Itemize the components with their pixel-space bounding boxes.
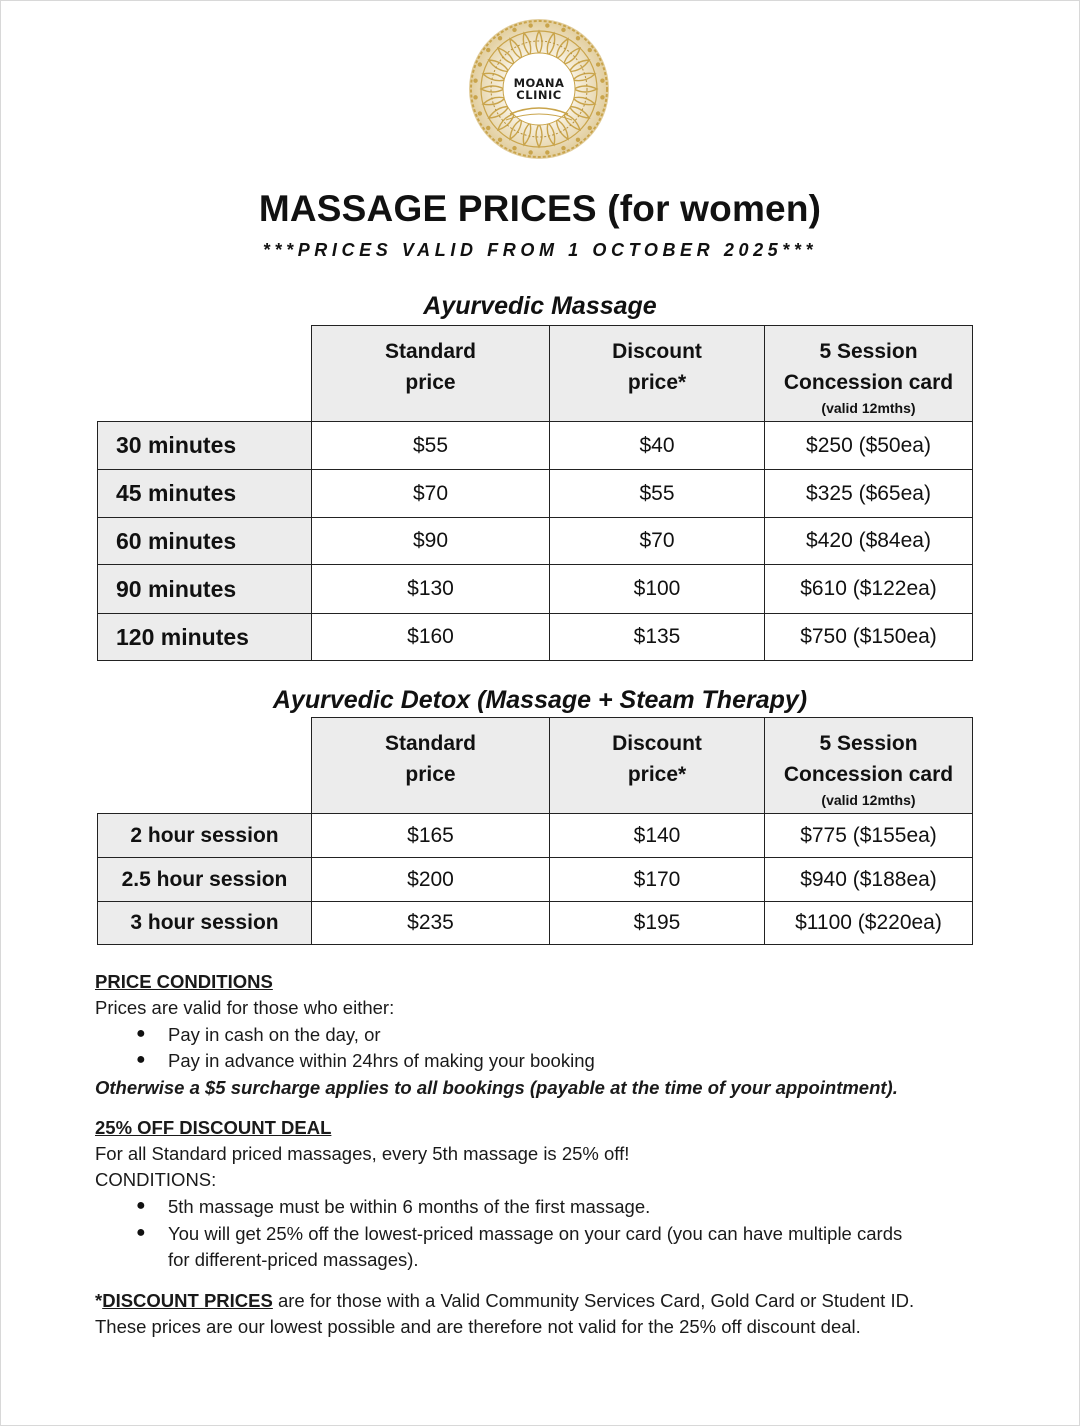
col-header-line1: Standard — [384, 732, 476, 755]
detox-col-concession — [764, 717, 973, 814]
page-title: MASSAGE PRICES (for women) — [258, 188, 822, 229]
col-header-line2: price* — [627, 763, 687, 786]
bullet-icon: ● — [136, 1224, 146, 1241]
col-header-line1: 5 Session — [819, 732, 918, 755]
row-label: 30 minutes — [97, 421, 312, 470]
row-label: 45 minutes — [97, 469, 312, 518]
detox-section-title: Ayurvedic Detox (Massage + Steam Therapy) — [272, 686, 808, 714]
discount-note-prefix: * — [95, 1290, 103, 1311]
bullet-icon: ● — [136, 1025, 146, 1042]
discount-price: $100 — [549, 564, 765, 614]
row-label: 2.5 hour session — [97, 857, 312, 902]
discount-note-text: are for those with a Valid Community Services Card, Gold Card or Student ID. — [272, 1290, 915, 1311]
col-header-note: (valid 12mths) — [821, 792, 916, 808]
row-label: 3 hour session — [97, 901, 312, 945]
discount-price: $140 — [549, 813, 765, 858]
deal-condition-item: 5th massage must be within 6 months of the first massage. — [168, 1196, 651, 1217]
deal-intro: For all Standard priced massages, every 5th massage is 25% off! — [95, 1143, 630, 1164]
clinic-logo — [466, 16, 612, 162]
col-header-line1: Standard — [384, 340, 476, 363]
concession-price: $750 ($150ea) — [764, 613, 973, 661]
massage-col-concession — [764, 325, 973, 422]
standard-price: $235 — [311, 901, 550, 945]
col-header-note: (valid 12mths) — [821, 400, 916, 416]
surcharge-note: Otherwise a $5 surcharge applies to all bookings (payable at the time of your appointment). — [95, 1077, 898, 1098]
deal-conditions-label: CONDITIONS: — [95, 1169, 217, 1190]
concession-price: $420 ($84ea) — [764, 517, 973, 565]
concession-price: $1100 ($220ea) — [764, 901, 973, 945]
row-label: 90 minutes — [97, 564, 312, 614]
discount-note-line1 — [95, 1288, 914, 1314]
row-label: 2 hour session — [97, 813, 312, 858]
deal-heading: 25% OFF DISCOUNT DEAL — [95, 1117, 332, 1138]
discount-price: $55 — [549, 469, 765, 518]
deal-condition-item: You will get 25% off the lowest-priced massage on your card (you can have multiple cards — [168, 1223, 903, 1244]
price-conditions-intro: Prices are valid for those who either: — [95, 997, 395, 1018]
row-label: 120 minutes — [97, 613, 312, 661]
col-header-line2: price — [405, 371, 456, 394]
standard-price: $160 — [311, 613, 550, 661]
standard-price: $70 — [311, 469, 550, 518]
standard-price: $200 — [311, 857, 550, 902]
detox-col-discount — [549, 717, 765, 814]
logo-line-2: CLINIC — [516, 88, 562, 102]
col-header-line2: price — [405, 763, 456, 786]
condition-item: Pay in advance within 24hrs of making your booking — [168, 1050, 595, 1071]
bullet-icon: ● — [136, 1051, 146, 1068]
concession-price: $250 ($50ea) — [764, 421, 973, 470]
discount-price: $195 — [549, 901, 765, 945]
discount-prices-label: DISCOUNT PRICES — [102, 1290, 273, 1311]
standard-price: $55 — [311, 421, 550, 470]
massage-col-discount — [549, 325, 765, 422]
row-label: 60 minutes — [97, 517, 312, 565]
discount-price: $40 — [549, 421, 765, 470]
standard-price: $90 — [311, 517, 550, 565]
deal-condition-item-cont: for different-priced massages). — [168, 1249, 419, 1270]
concession-price: $775 ($155ea) — [764, 813, 973, 858]
discount-note-line2: These prices are our lowest possible and are therefore not valid for the 25% off discount deal. — [95, 1316, 861, 1337]
standard-price: $165 — [311, 813, 550, 858]
concession-price: $940 ($188ea) — [764, 857, 973, 902]
col-header-line1: Discount — [612, 732, 702, 755]
bullet-icon: ● — [136, 1197, 146, 1214]
massage-col-standard — [311, 325, 550, 422]
col-header-line2: Concession card — [783, 371, 954, 394]
discount-price: $135 — [549, 613, 765, 661]
col-header-line2: Concession card — [783, 763, 954, 786]
price-conditions-heading: PRICE CONDITIONS — [95, 971, 273, 992]
detox-col-standard — [311, 717, 550, 814]
col-header-line1: 5 Session — [819, 340, 918, 363]
standard-price: $130 — [311, 564, 550, 614]
validity-subtitle: ***PRICES VALID FROM 1 OCTOBER 2025*** — [262, 240, 818, 260]
condition-item: Pay in cash on the day, or — [168, 1024, 381, 1045]
col-header-line1: Discount — [612, 340, 702, 363]
discount-price: $70 — [549, 517, 765, 565]
discount-price: $170 — [549, 857, 765, 902]
concession-price: $325 ($65ea) — [764, 469, 973, 518]
col-header-line2: price* — [627, 371, 687, 394]
massage-section-title: Ayurvedic Massage — [423, 292, 657, 320]
logo-line-1: MOANA — [513, 76, 565, 90]
concession-price: $610 ($122ea) — [764, 564, 973, 614]
